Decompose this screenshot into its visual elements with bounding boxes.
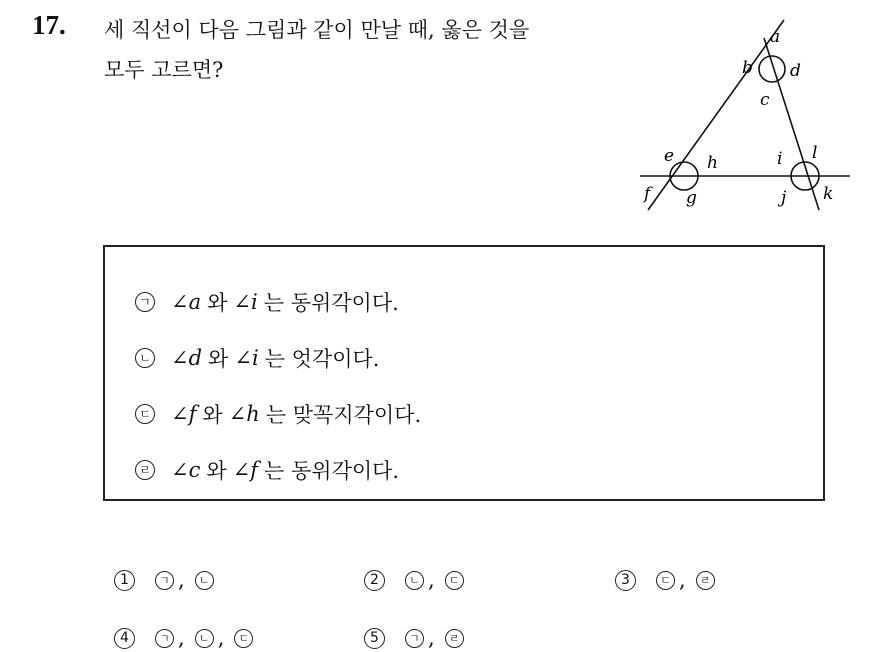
choice-2[interactable]: 2 ㄴ , ㄷ — [364, 568, 464, 592]
choice-item: ㄱ — [405, 629, 424, 648]
angle-2: ∠f — [232, 458, 259, 482]
label-f: f — [644, 184, 651, 204]
label-k: k — [823, 184, 834, 204]
label-l: l — [812, 143, 818, 163]
question-number: 17. — [32, 10, 66, 40]
choice-3[interactable]: 3 ㄷ , ㄹ — [615, 568, 715, 592]
choice-item: ㄱ — [155, 571, 174, 590]
choice-item: ㄴ — [195, 571, 214, 590]
label-d: d — [790, 61, 801, 81]
conjunction: 와 — [202, 403, 223, 427]
choice-4[interactable]: 4 ㄱ , ㄴ , ㄷ — [114, 626, 253, 650]
angle-1: ∠f — [171, 402, 197, 426]
choice-number: 3 — [615, 570, 636, 591]
label-b: b — [742, 58, 753, 78]
statement-1 — [135, 287, 399, 317]
statement-rest: 는 동위각이다. — [263, 291, 399, 315]
three-lines-diagram — [636, 18, 856, 218]
statement-rest: 는 동위각이다. — [264, 459, 400, 483]
conjunction: 와 — [208, 347, 229, 371]
vertex-top-arc — [759, 56, 785, 82]
label-h: h — [707, 153, 718, 173]
choice-number: 5 — [364, 628, 385, 649]
angle-1: ∠a — [171, 290, 202, 314]
choice-item: ㄷ — [656, 571, 675, 590]
label-a: a — [770, 27, 781, 47]
choice-number: 1 — [114, 570, 135, 591]
statement-2 — [135, 343, 379, 373]
choice-item: ㄷ — [445, 571, 464, 590]
choice-item: ㄴ — [195, 629, 214, 648]
question-text-line1: 세 직선이 다음 그림과 같이 만날 때, 옳은 것을 — [104, 18, 530, 42]
label-i: i — [777, 149, 783, 169]
angle-2: ∠i — [233, 290, 258, 314]
choice-1[interactable]: 1 ㄱ , ㄴ — [114, 568, 214, 592]
label-g: g — [686, 188, 697, 208]
statement-box — [103, 245, 825, 501]
label-j: j — [781, 188, 787, 208]
choice-item: ㄹ — [445, 629, 464, 648]
statement-3 — [135, 399, 421, 429]
angle-2: ∠h — [228, 402, 260, 426]
statement-marker: ㄹ — [135, 460, 155, 480]
label-e: e — [664, 146, 675, 166]
statement-marker: ㄷ — [135, 404, 155, 424]
statement-rest: 는 엇각이다. — [264, 347, 380, 371]
choice-5[interactable]: 5 ㄱ , ㄹ — [364, 626, 464, 650]
question-text-line2: 모두 고르면? — [104, 58, 224, 82]
choice-number: 2 — [364, 570, 385, 591]
statement-marker: ㄱ — [135, 292, 155, 312]
choice-item: ㄴ — [405, 571, 424, 590]
line-left — [648, 20, 784, 210]
choice-item: ㄹ — [696, 571, 715, 590]
angle-1: ∠c — [171, 458, 201, 482]
statement-marker: ㄴ — [135, 348, 155, 368]
choice-item: ㄱ — [155, 629, 174, 648]
conjunction: 와 — [207, 291, 228, 315]
label-c: c — [760, 90, 770, 110]
statement-4 — [135, 455, 399, 485]
choice-item: ㄷ — [234, 629, 253, 648]
conjunction: 와 — [206, 459, 227, 483]
angle-2: ∠i — [234, 346, 259, 370]
statement-rest: 는 맞꼭지각이다. — [265, 403, 422, 427]
angle-1: ∠d — [171, 346, 203, 370]
choice-number: 4 — [114, 628, 135, 649]
